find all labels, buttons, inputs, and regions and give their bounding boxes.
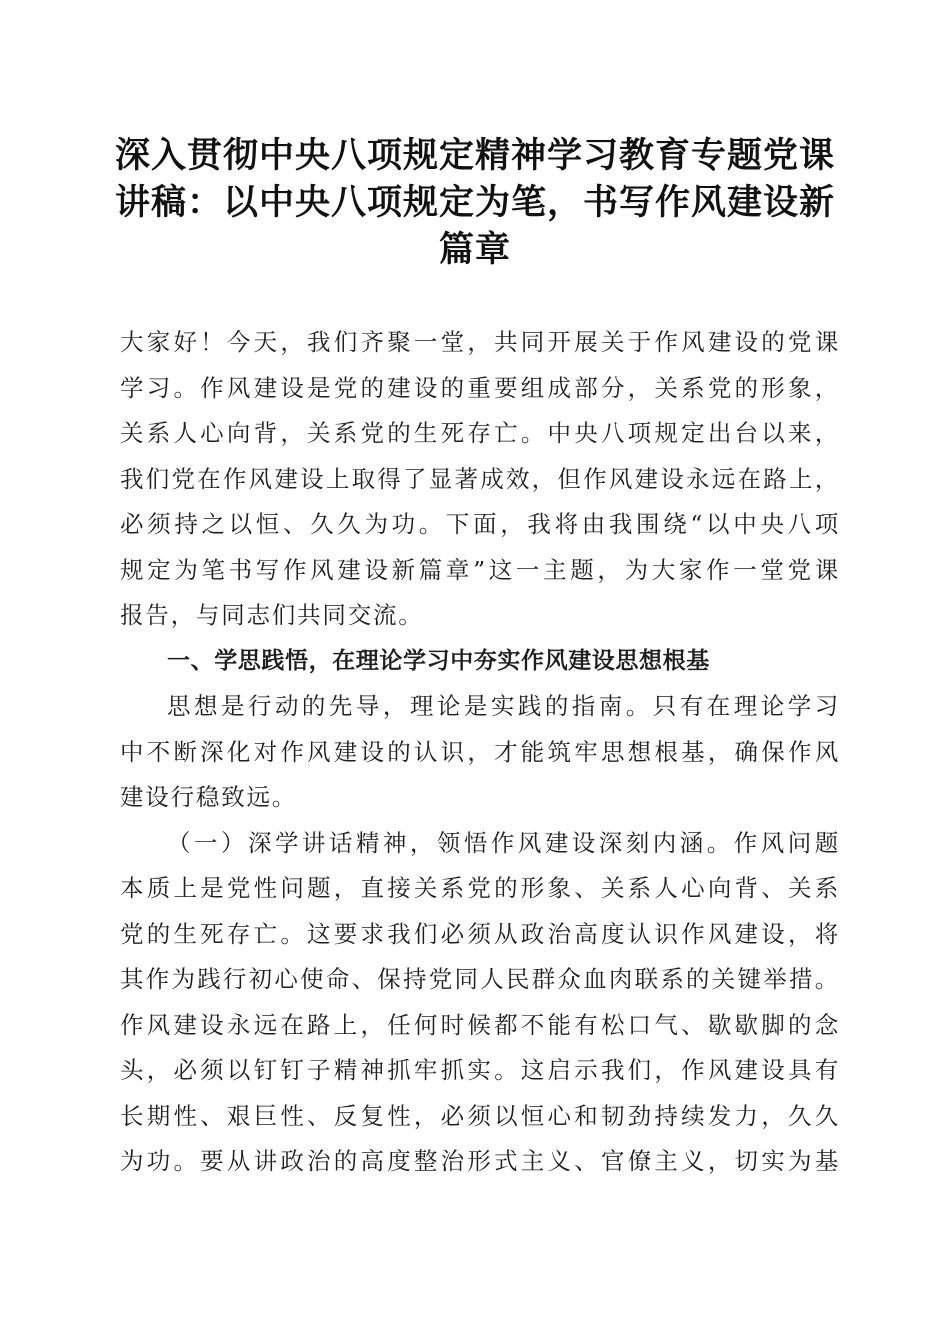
title-line: 篇章 (438, 229, 511, 270)
section-line: 中不断深化对作风建设的认识，才能筑牢思想根基，确保作风 (120, 737, 840, 766)
subsection-line: 作风建设永远在路上，任何时候都不能有松口气、歇歇脚的念 (120, 1010, 840, 1039)
subsection-line: 党的生死存亡。这要求我们必须从政治高度认识作风建设，将 (120, 919, 840, 948)
subsection-line: 头，必须以钉钉子精神抓牢抓实。这启示我们，作风建设具有 (120, 1056, 840, 1084)
intro-line: 必须持之以恒、久久为功。下面，我将由我围绕“以中央八项 (120, 510, 840, 538)
section-line: 建设行稳致远。 (120, 783, 298, 811)
document-title (100, 132, 850, 273)
intro-line: 关系人心向背，关系党的生死存亡。中央八项规定出台以来， (120, 419, 840, 447)
intro-line: 学习。作风建设是党的建设的重要组成部分，关系党的形象， (120, 373, 840, 402)
subsection-line: 长期性、艰巨性、反复性，必须以恒心和韧劲持续发力，久久 (120, 1101, 840, 1130)
subsection-line: （一）深学讲话精神，领悟作风建设深刻内涵。作风问题 (167, 828, 840, 857)
subsection-line: 其作为践行初心使命、保持党同人民群众血肉联系的关键举措。 (120, 965, 840, 993)
intro-line: 我们党在作风建设上取得了显著成效，但作风建设永远在路上， (120, 464, 840, 493)
section-line: 思想是行动的先导，理论是实践的指南。只有在理论学习 (167, 692, 840, 720)
intro-line: 大家好！今天，我们齐聚一堂，共同开展关于作风建设的党课 (120, 328, 840, 356)
title-line: 深入贯彻中央八项规定精神学习教育专题党课 (114, 135, 835, 176)
intro-line: 规定为笔书写作风建设新篇章”这一主题，为大家作一堂党课 (120, 555, 840, 584)
section-heading: 一、学思践悟，在理论学习中夯实作风建设思想根基 (167, 647, 710, 674)
subsection-line: 为功。要从讲政治的高度整治形式主义、官僚主义，切实为基 (120, 1147, 840, 1175)
document-body (120, 320, 840, 1185)
intro-line: 报告，与同志们共同交流。 (120, 601, 424, 629)
title-line: 讲稿：以中央八项规定为笔，书写作风建设新 (114, 182, 835, 223)
subsection-line: 本质上是党性问题，直接关系党的形象、关系人心向背、关系 (120, 874, 840, 902)
